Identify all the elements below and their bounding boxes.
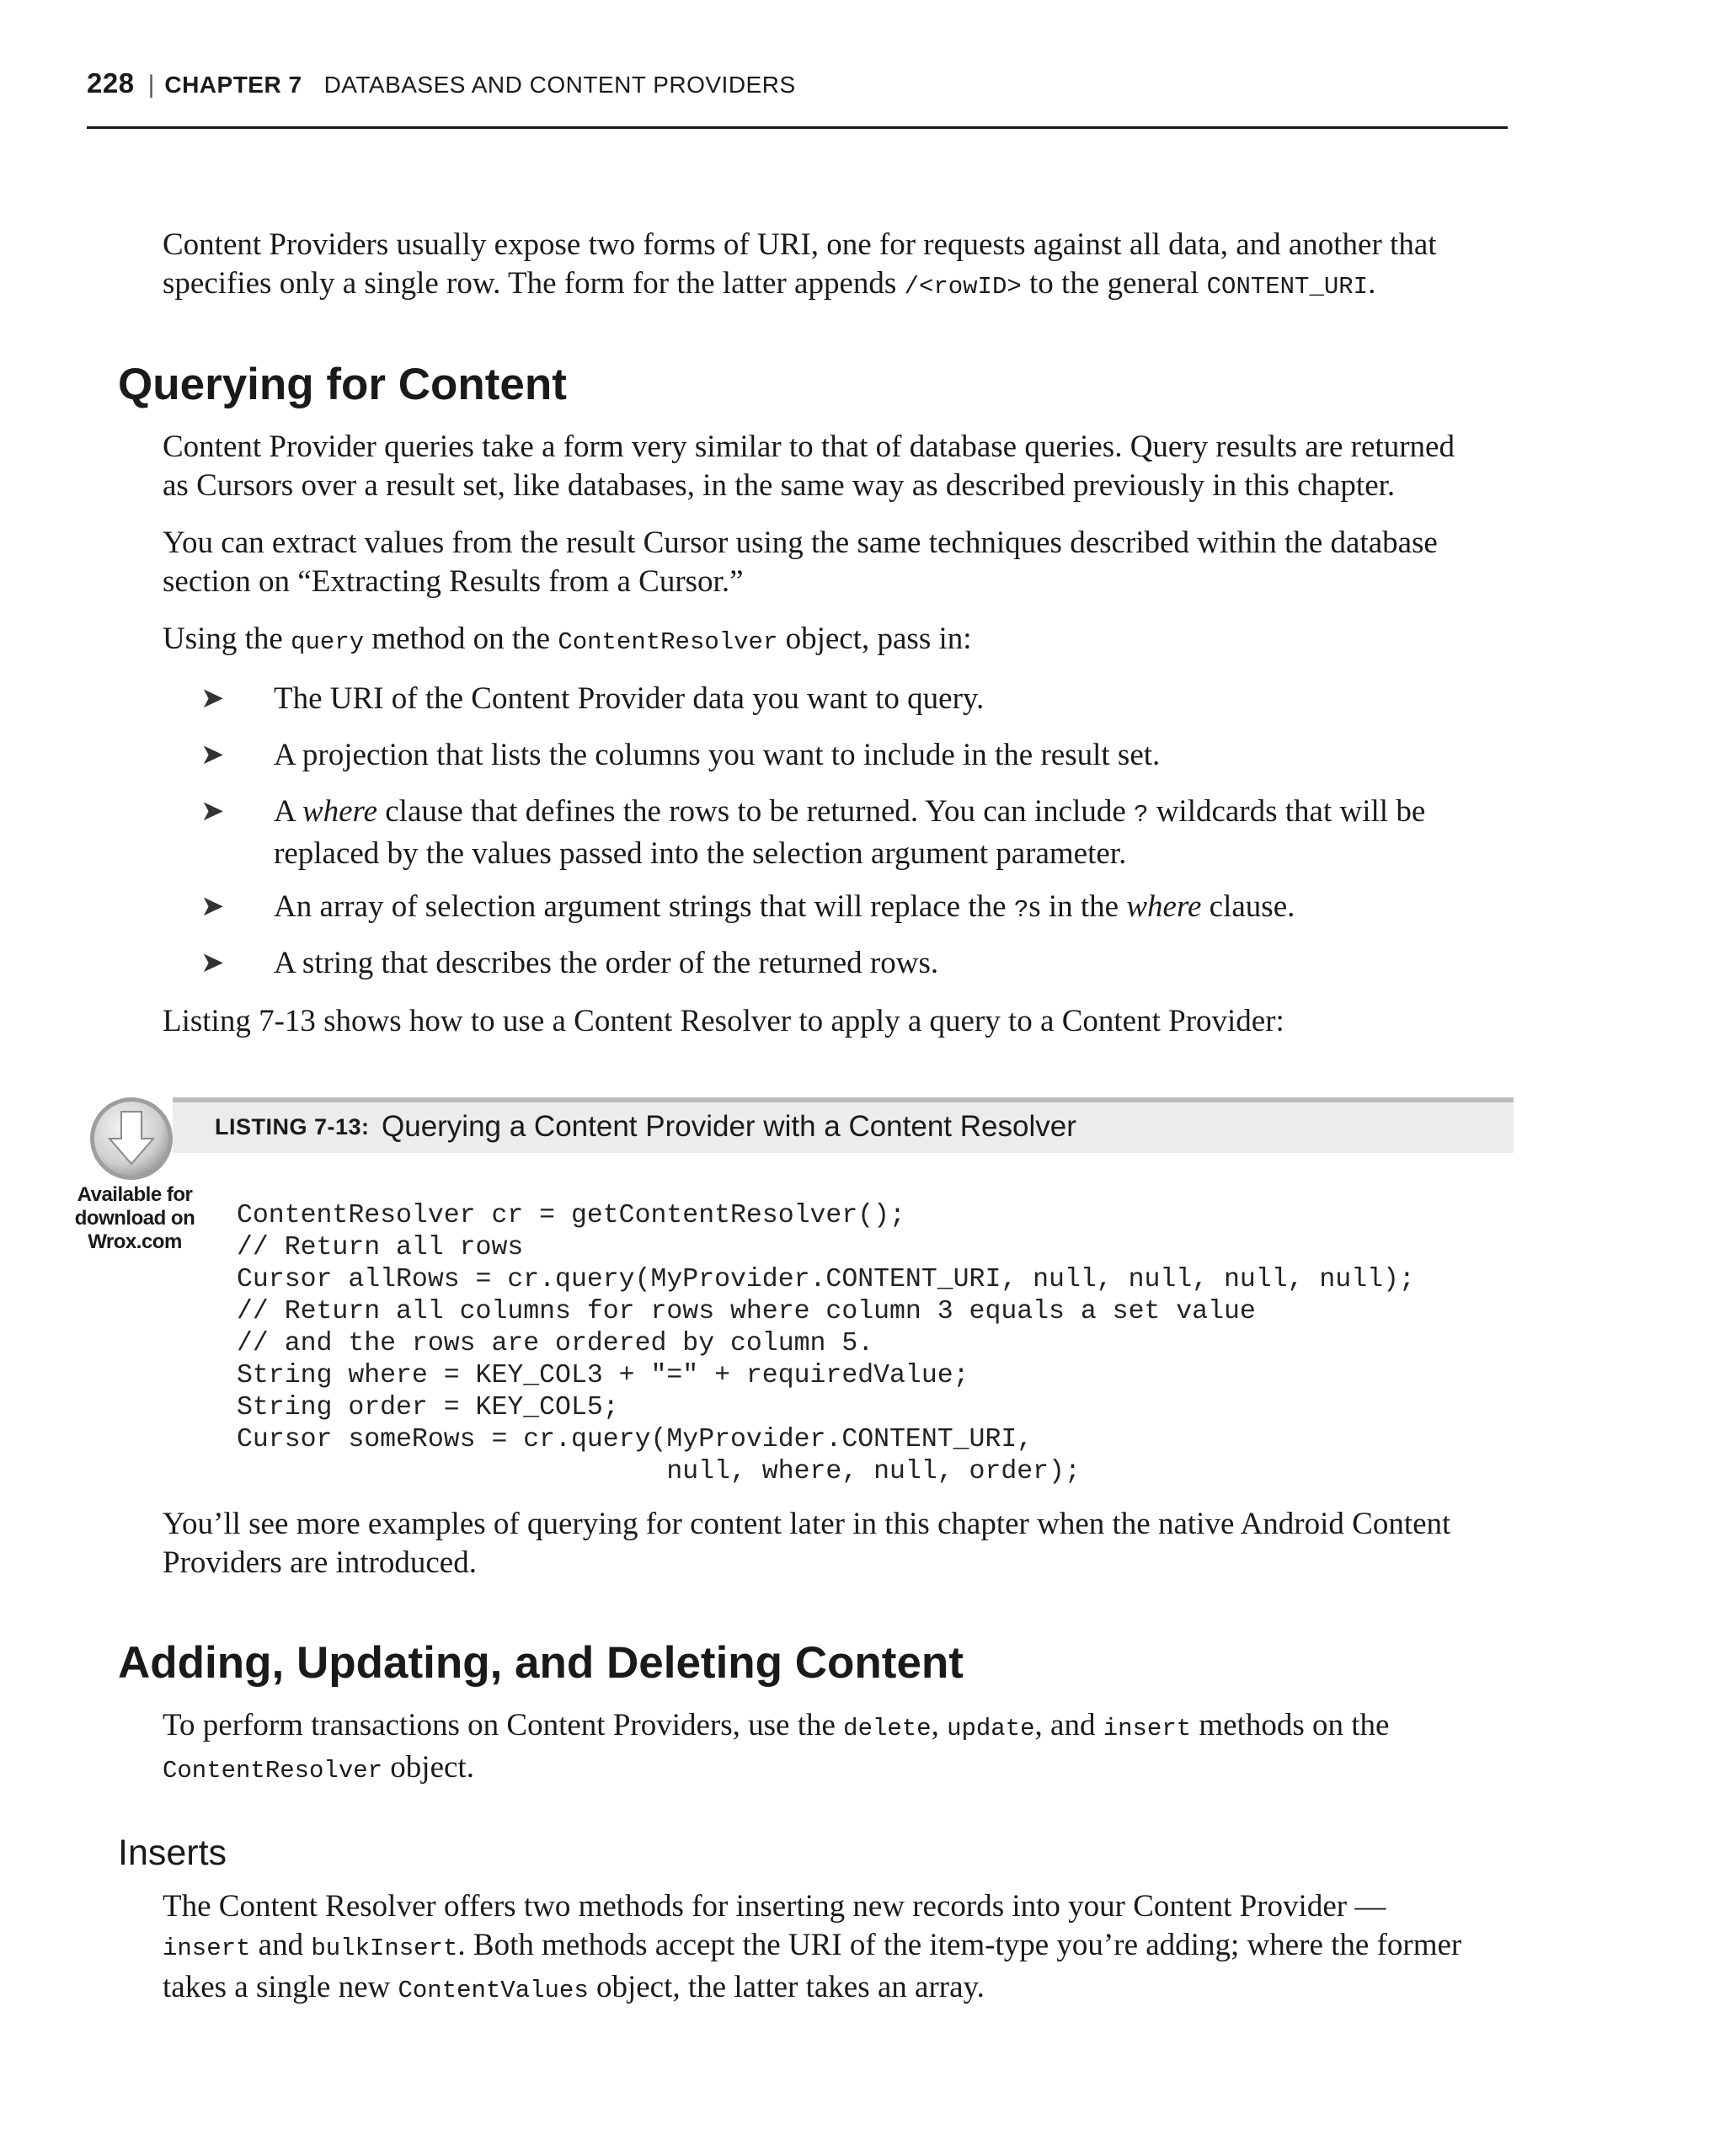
text-line: You can extract values from the result Cursor using the same techniques described within the database	[163, 526, 1438, 560]
querying-paragraph-4: Listing 7-13 shows how to use a Content Resolver to apply a query to a Content Provider:	[163, 1004, 1284, 1038]
heading-querying: Querying for Content	[118, 360, 567, 409]
code-line: // Return all rows	[237, 1233, 524, 1262]
text-span: .	[1368, 266, 1376, 301]
listing-title: Querying a Content Provider with a Content Resolver	[382, 1110, 1076, 1143]
text-span: object, pass in:	[777, 622, 972, 656]
text-line: The Content Resolver offers two methods for inserting new records into your Content Provider —	[163, 1889, 1386, 1924]
text-span: A	[274, 794, 302, 829]
text-span: object, the latter takes an array.	[588, 1970, 985, 2004]
download-icon	[88, 1095, 175, 1182]
bullet-3-line-1	[274, 792, 1512, 835]
bullet-arrow-icon: ➤	[200, 796, 225, 827]
text-span: To perform transactions on Content Providers, use the	[163, 1708, 844, 1742]
emphasis: where	[1126, 889, 1202, 924]
code-line: // and the rows are ordered by column 5.	[237, 1329, 874, 1358]
download-line: download on	[74, 1207, 195, 1230]
code-line: Cursor allRows = cr.query(MyProvider.CONTENT_URI, null, null, null, null);	[237, 1265, 1415, 1294]
download-note	[67, 1183, 202, 1254]
bullet-arrow-icon: ➤	[200, 739, 225, 771]
text-line: Content Provider queries take a form very similar to that of database queries. Query results are returned	[163, 430, 1455, 464]
inline-code: insert	[163, 1935, 251, 1962]
inserts-paragraph	[163, 1887, 1510, 2010]
text-line: section on “Extracting Results from a Cursor.”	[163, 564, 744, 599]
running-head	[87, 66, 1508, 129]
listing-header	[173, 1097, 1514, 1153]
text-span: s in the	[1028, 889, 1127, 924]
text-span: method on the	[364, 622, 558, 656]
bullet-arrow-icon: ➤	[200, 947, 225, 979]
bullet-arrow-icon: ➤	[200, 891, 225, 922]
code-line: String where = KEY_COL3 + "=" + requiredValue;	[237, 1361, 969, 1390]
bullet-3-line-2: replaced by the values passed into the selection argument parameter.	[274, 836, 1127, 871]
text-span: methods on the	[1191, 1708, 1390, 1742]
heading-adding-updating-deleting: Adding, Updating, and Deleting Content	[118, 1638, 964, 1688]
download-line: Available for	[77, 1183, 193, 1206]
inline-code: ?	[1013, 896, 1029, 924]
querying-paragraph-3	[163, 620, 1510, 662]
code-line: null, where, null, order);	[237, 1457, 1081, 1486]
inline-code: insert	[1103, 1715, 1192, 1742]
listing-label: LISTING 7-13:	[215, 1114, 370, 1139]
inline-code: ContentResolver	[558, 628, 778, 656]
after-listing-paragraph	[163, 1505, 1510, 1582]
inline-code: ContentResolver	[163, 1757, 383, 1785]
code-line: String order = KEY_COL5;	[237, 1393, 619, 1422]
inline-code: /<rowID>	[904, 273, 1022, 301]
inline-code: update	[947, 1715, 1035, 1742]
text-span: wildcards that will be	[1148, 794, 1426, 829]
adding-paragraph	[163, 1706, 1510, 1790]
inline-code: ?	[1134, 801, 1149, 829]
page-number: 228	[87, 67, 135, 99]
text-span: An array of selection argument strings that will replace the	[274, 889, 1014, 924]
bullet-arrow-icon: ➤	[200, 683, 225, 714]
querying-paragraph-1	[163, 428, 1510, 505]
adding-line-2	[163, 1748, 1510, 1790]
intro-paragraph	[163, 226, 1510, 307]
code-line: // Return all columns for rows where column 3 equals a set value	[237, 1297, 1256, 1326]
text-span: takes a single new	[163, 1970, 398, 2004]
inline-code: query	[291, 628, 365, 656]
chapter-title: DATABASES AND CONTENT PROVIDERS	[323, 72, 796, 98]
text-span: . Both methods accept the URI of the item-type you’re adding; where the former	[457, 1928, 1462, 1962]
bullet-item-2: A projection that lists the columns you want to include in the result set.	[274, 738, 1161, 772]
text-span: ,	[931, 1708, 948, 1742]
bullet-item-5: A string that describes the order of the returned rows.	[274, 946, 939, 980]
text-line: You’ll see more examples of querying for content later in this chapter when the native Android Content	[163, 1507, 1451, 1541]
text-span: clause that defines the rows to be returned. You can include	[377, 794, 1135, 829]
intro-line-1: Content Providers usually expose two forms of URI, one for requests against all data, and another that	[163, 227, 1437, 262]
code-listing	[237, 1200, 1415, 1488]
text-line: Providers are introduced.	[163, 1545, 477, 1580]
text-line: as Cursors over a result set, like databases, in the same way as described previously in this chapter.	[163, 468, 1396, 503]
header-separator: |	[147, 71, 155, 99]
inserts-line-3	[163, 1968, 1510, 2010]
querying-paragraph-2	[163, 524, 1510, 601]
code-line: Cursor someRows = cr.query(MyProvider.CONTENT_URI,	[237, 1425, 1033, 1454]
inline-code: delete	[843, 1715, 932, 1742]
inline-code: bulkInsert	[311, 1935, 458, 1962]
download-line: Wrox.com	[88, 1230, 182, 1253]
inline-code: ContentValues	[398, 1977, 589, 2004]
bullet-item-4	[274, 888, 1512, 930]
inline-code: CONTENT_URI	[1206, 273, 1369, 301]
text-span: specifies only a single row. The form for the latter appends	[163, 266, 905, 301]
emphasis: where	[302, 794, 377, 829]
bullet-item-1: The URI of the Content Provider data you want to query.	[274, 681, 985, 716]
inserts-line-2	[163, 1926, 1510, 1968]
chapter-label: CHAPTER 7	[164, 72, 302, 98]
text-span: Using the	[163, 622, 291, 656]
text-span: , and	[1034, 1708, 1103, 1742]
text-span: to the general	[1021, 266, 1207, 301]
code-line: ContentResolver cr = getContentResolver();	[237, 1201, 905, 1230]
bullet-item-3	[274, 792, 1512, 873]
heading-inserts: Inserts	[118, 1833, 227, 1873]
text-span: object.	[382, 1750, 474, 1785]
text-span: clause.	[1201, 889, 1295, 924]
intro-line-2	[163, 264, 1510, 307]
text-span: and	[250, 1928, 312, 1962]
adding-line-1	[163, 1706, 1510, 1748]
